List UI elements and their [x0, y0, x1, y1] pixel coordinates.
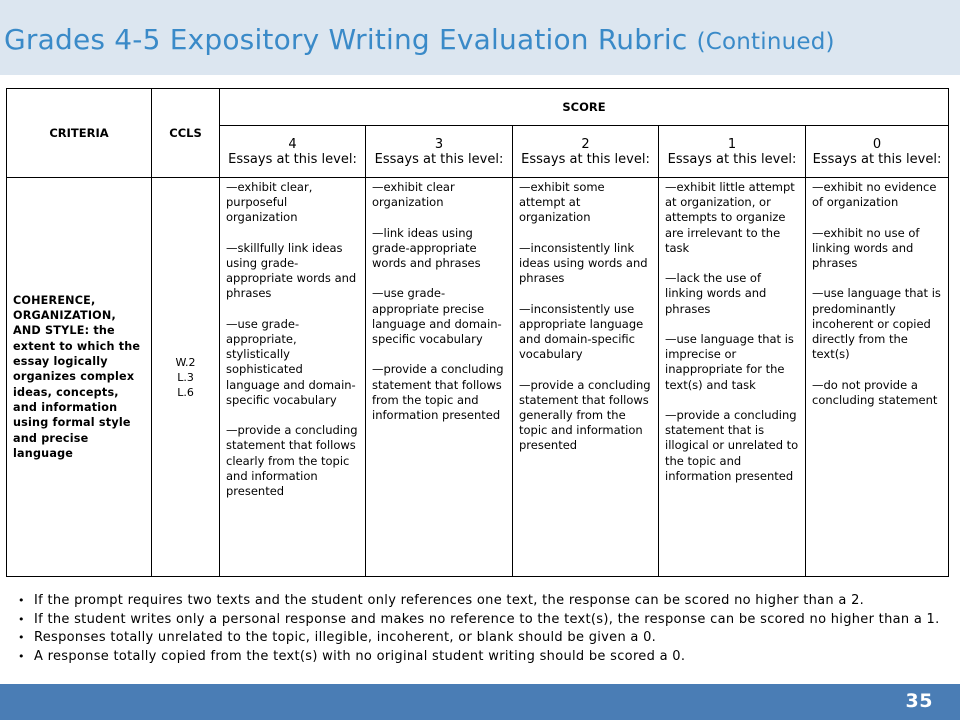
descriptor: —use grade-appropriate precise language and domain-specific vocabulary	[372, 286, 502, 346]
descriptor: —link ideas using grade-appropriate words and phrases	[372, 225, 481, 270]
ccls-standard: W.2	[175, 355, 196, 369]
descriptor: —use language that is imprecise or inappropriate for the text(s) and task	[665, 332, 794, 392]
ccls-cell	[152, 178, 220, 577]
level-label: Essays at this level:	[812, 151, 942, 167]
level-label: Essays at this level:	[374, 151, 504, 167]
descriptor: —inconsistently use appropriate language and domain-specific vocabulary	[519, 301, 644, 362]
descriptor: —provide a concluding statement that follows from the topic and information presented	[372, 362, 504, 422]
descriptor: —exhibit clear, purposeful organization	[226, 180, 313, 225]
note-item: • A response totally copied from the text(s) with no original student writing should be scored a 0.	[18, 648, 953, 666]
footer-band	[0, 684, 960, 720]
rubric-table	[6, 88, 949, 577]
level-header-1	[659, 126, 806, 178]
page-title	[4, 23, 835, 56]
descriptor: —exhibit no use of linking words and phrases	[812, 225, 920, 270]
note-item: • If the prompt requires two texts and the student only references one text, the response can be scored no higher than a 2.	[18, 592, 953, 610]
scoring-notes	[18, 592, 953, 666]
descriptor-cell-score-3	[366, 178, 513, 577]
level-header-4	[220, 126, 366, 178]
descriptor: —use grade-appropriate, stylistically sophisticated language and domain-specific vocabulary	[226, 316, 356, 407]
level-label: Essays at this level:	[521, 151, 650, 167]
descriptor-cell-score-4	[220, 178, 366, 577]
level-score: 3	[434, 136, 444, 152]
page-title-main: Grades 4-5 Expository Writing Evaluation Rubric	[4, 23, 688, 56]
note-item: • Responses totally unrelated to the topic, illegible, incoherent, or blank should be given a 0.	[18, 629, 953, 647]
descriptor-cell-score-2	[513, 178, 659, 577]
level-score: 2	[581, 136, 590, 152]
descriptor: —exhibit some attempt at organization	[519, 180, 605, 225]
level-score: 0	[872, 136, 882, 152]
descriptor: —provide a concluding statement that follows generally from the topic and information presented	[519, 377, 651, 453]
title-band	[0, 0, 960, 75]
descriptor: —exhibit no evidence of organization	[812, 180, 937, 210]
criteria-cell: COHERENCE, ORGANIZATION, AND STYLE: the extent to which the essay logically organizes complex ideas, concepts, and information using formal style and precise language	[7, 178, 152, 577]
level-header-3	[366, 126, 513, 178]
level-header-0	[806, 126, 949, 178]
score-header: SCORE	[220, 89, 949, 126]
ccls-standard: L.6	[177, 385, 194, 399]
descriptor: —inconsistently link ideas using words and phrases	[519, 240, 648, 286]
level-score: 4	[288, 136, 297, 152]
descriptor: —skillfully link ideas using grade-appropriate words and phrases	[226, 240, 357, 301]
descriptor: —use language that is predominantly incoherent or copied directly from the text(s)	[812, 286, 941, 362]
ccls-standard: L.3	[177, 370, 194, 384]
criteria-header: CRITERIA	[7, 89, 152, 178]
rubric-row-coherence	[7, 178, 949, 577]
descriptor: —provide a concluding statement that is illogical or unrelated to the topic and information presented	[665, 408, 799, 483]
descriptor-cell-score-1	[659, 178, 806, 577]
ccls-header: CCLS	[152, 89, 220, 178]
descriptor: —exhibit little attempt at organization, or attempts to organize are irrelevant to the task	[665, 180, 795, 255]
page-number: 35	[905, 690, 933, 712]
descriptor: —do not provide a concluding statement	[812, 377, 938, 407]
level-label: Essays at this level:	[667, 151, 797, 167]
descriptor: —exhibit clear organization	[372, 180, 455, 210]
descriptor: —lack the use of linking words and phrases	[665, 271, 767, 316]
page-title-suffix: (Continued)	[696, 29, 835, 55]
note-item: • If the student writes only a personal response and makes no reference to the text(s), the response can be scored no higher than a 1.	[18, 611, 953, 629]
level-label: Essays at this level:	[228, 151, 357, 167]
header-row-score	[7, 89, 949, 126]
descriptor: —provide a concluding statement that follows clearly from the topic and information presented	[226, 423, 358, 499]
descriptor-cell-score-0	[806, 178, 949, 577]
level-header-2	[513, 126, 659, 178]
level-score: 1	[727, 136, 737, 152]
